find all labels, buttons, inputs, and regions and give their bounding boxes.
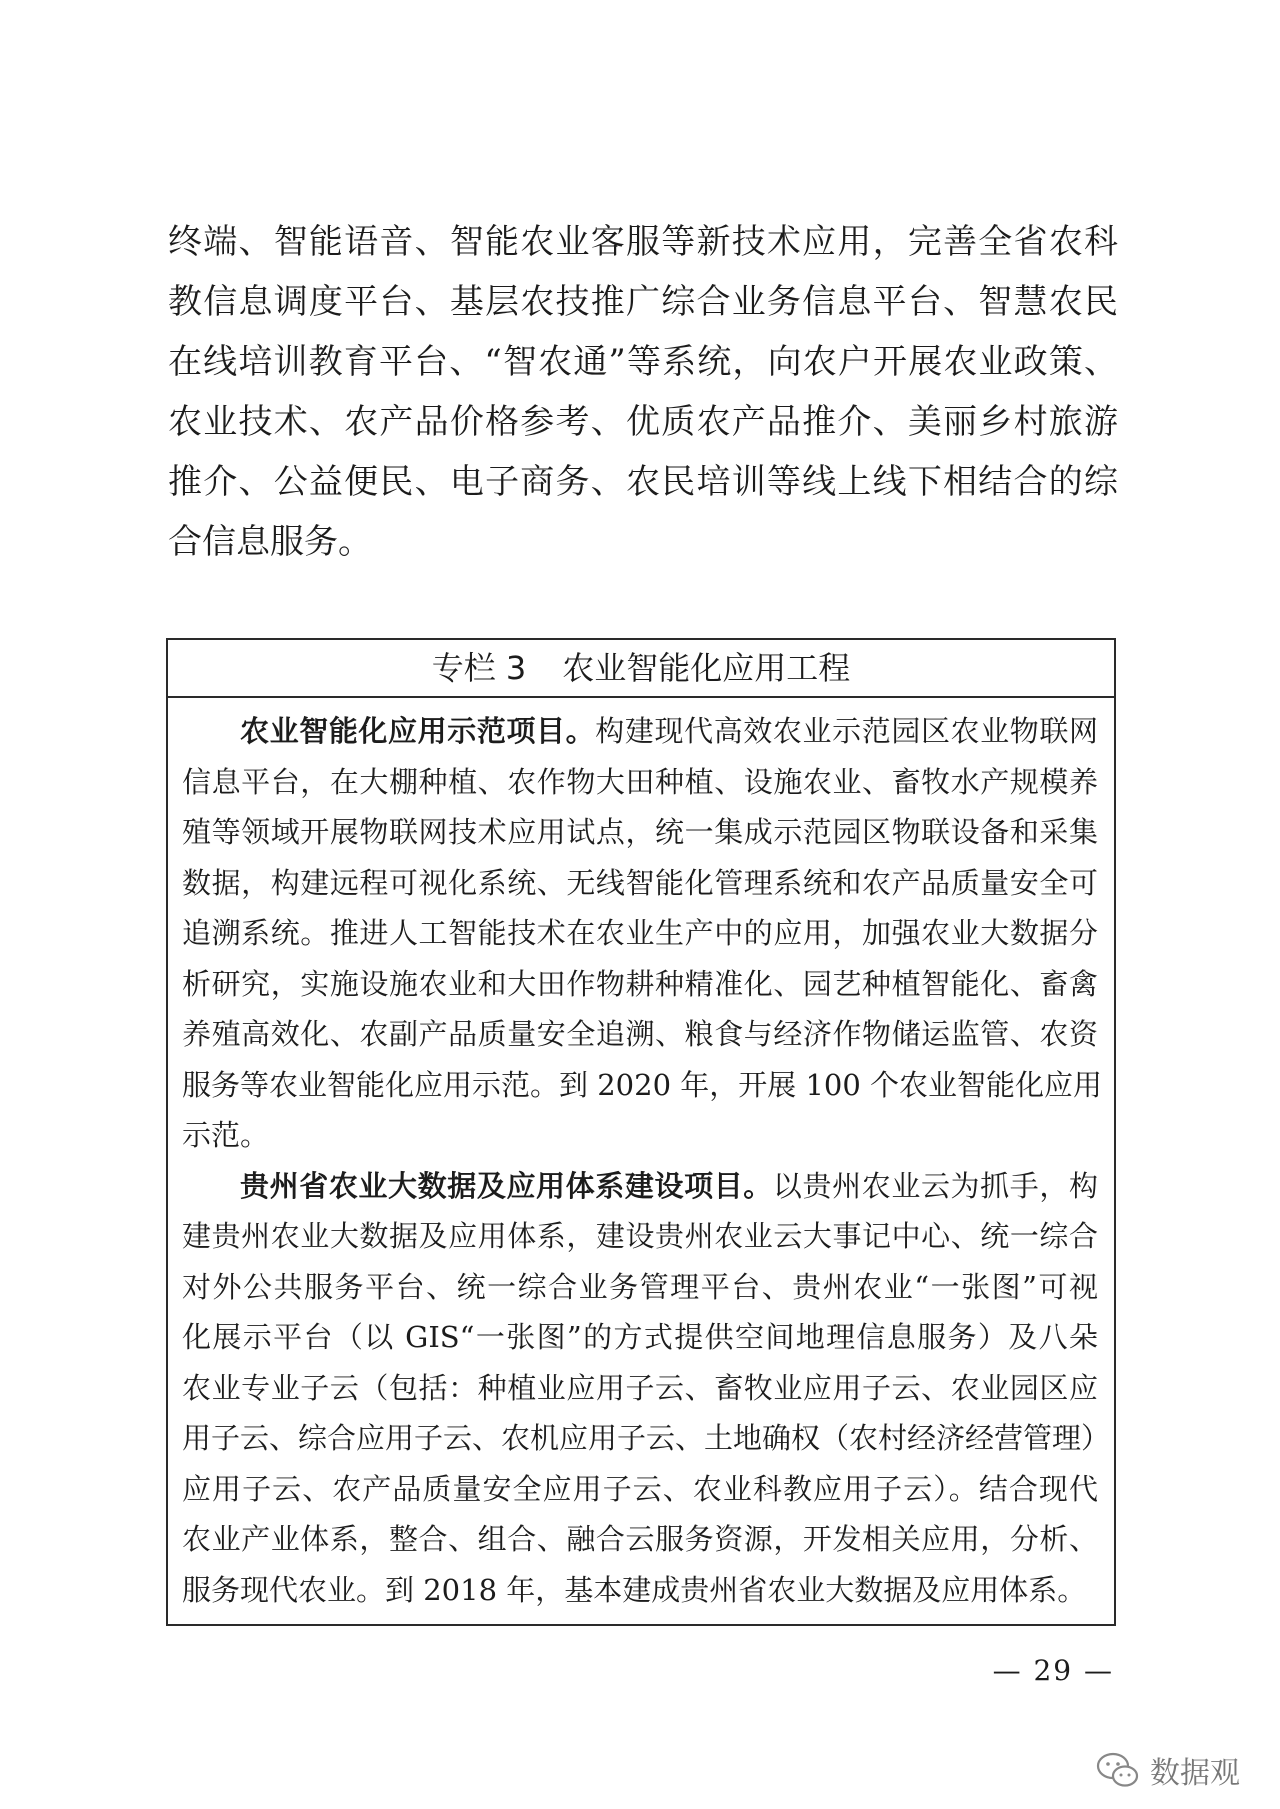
column-body — [168, 698, 1114, 1615]
paragraph-line: 示范。 — [182, 1118, 270, 1152]
paragraph-line: 析研究，实施设施农业和大田作物耕种精准化、园艺种植智能化、畜禽 — [182, 966, 1098, 1001]
special-column-box — [166, 638, 1116, 1626]
paragraph-line: 服务等农业智能化应用示范。到 2020 年，开展 100 个农业智能化应用 — [182, 1067, 1103, 1102]
wechat-icon — [1096, 1751, 1140, 1789]
intro-paragraph — [168, 212, 1118, 572]
paragraph-line: 用子云、综合应用子云、农机应用子云、土地确权（农村经济经营管理） — [182, 1421, 1111, 1455]
paragraph-heading: 贵州省农业大数据及应用体系建设项目。 — [240, 1168, 773, 1203]
watermark — [1096, 1748, 1240, 1792]
paragraph-line: 对外公共服务平台、统一综合业务管理平台、贵州农业“一张图”可视 — [182, 1269, 1098, 1304]
column-title-text: 农业智能化应用工程 — [562, 649, 851, 687]
paragraph-line: 化展示平台（以 GIS“一张图”的方式提供空间地理信息服务）及八朵 — [182, 1320, 1098, 1354]
paragraph-line: 信息平台，在大棚种植、农作物大田种植、设施农业、畜牧水产规模养 — [182, 764, 1098, 799]
paragraph-first-line — [182, 706, 1098, 757]
paragraph-line: 建贵州农业大数据及应用体系，建设贵州农业云大事记中心、统一综合 — [182, 1219, 1098, 1253]
paragraph-line: 养殖高效化、农副产品质量安全追溯、粮食与经济作物储运监管、农资 — [182, 1017, 1098, 1051]
paragraph-line: 殖等领域开展物联网技术应用试点，统一集成示范园区物联设备和采集 — [182, 815, 1098, 849]
paragraph-first-line — [182, 1161, 1098, 1212]
paragraph-line: 农业专业子云（包括：种植业应用子云、畜牧业应用子云、农业园区应 — [182, 1370, 1098, 1405]
paragraph-line: 追溯系统。推进人工智能技术在农业生产中的应用，加强农业大数据分 — [182, 916, 1098, 950]
intro-line: 教信息调度平台、基层农技推广综合业务信息平台、智慧农民 — [168, 282, 1118, 322]
paragraph-text: 以贵州农业云为抓手，构 — [772, 1168, 1098, 1203]
paragraph-heading: 农业智能化应用示范项目。 — [240, 714, 596, 748]
intro-line: 农业技术、农产品价格参考、优质农产品推介、美丽乡村旅游 — [168, 402, 1118, 442]
intro-line: 合信息服务。 — [168, 522, 372, 562]
paragraph-line: 数据，构建远程可视化系统、无线智能化管理系统和农产品质量安全可 — [182, 865, 1098, 900]
column-number: 专栏 3 — [431, 649, 527, 687]
paragraph-text: 构建现代高效农业示范园区农业物联网 — [595, 714, 1098, 748]
intro-line: 终端、智能语音、智能农业客服等新技术应用，完善全省农科 — [168, 222, 1118, 262]
intro-line: 在线培训教育平台、“智农通”等系统，向农户开展农业政策、 — [168, 342, 1118, 382]
paragraph-line: 农业产业体系，整合、组合、融合云服务资源，开发相关应用，分析、 — [182, 1522, 1098, 1556]
column-title — [168, 640, 1114, 698]
paragraph-line: 应用子云、农产品质量安全应用子云、农业科教应用子云）。结合现代 — [182, 1471, 1098, 1506]
page-number: — 29 — — [992, 1654, 1114, 1687]
intro-line: 推介、公益便民、电子商务、农民培训等线上线下相结合的综 — [168, 462, 1118, 502]
paragraph-line: 服务现代农业。到 2018 年，基本建成贵州省农业大数据及应用体系。 — [182, 1572, 1087, 1607]
watermark-text: 数据观 — [1150, 1756, 1240, 1791]
